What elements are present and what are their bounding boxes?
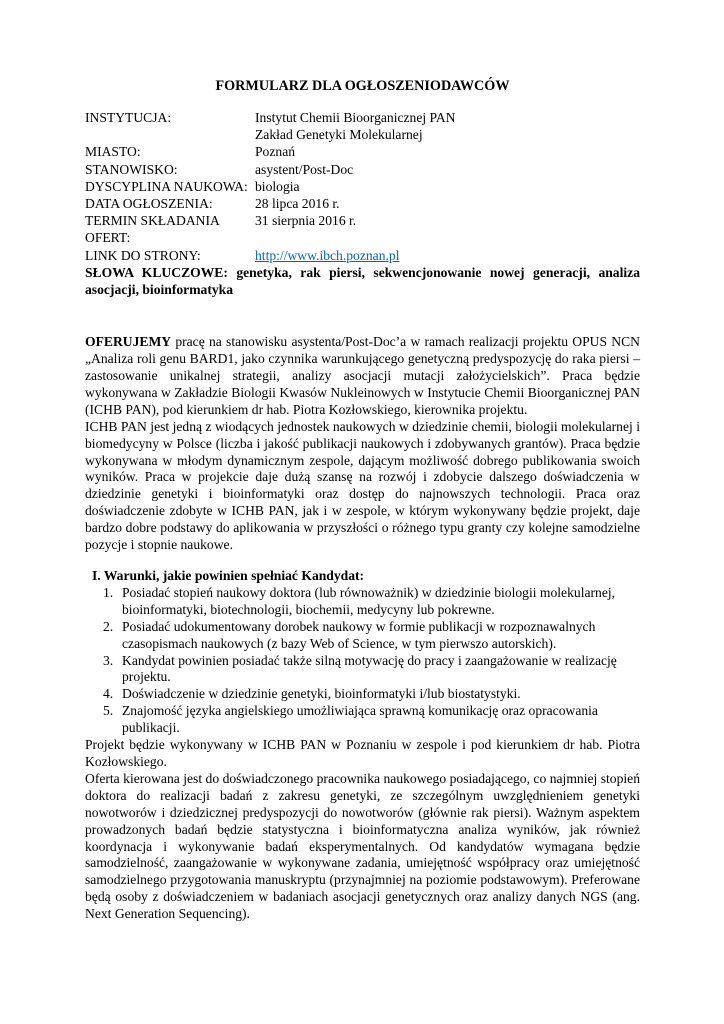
- requirement-number-5: 5.: [103, 703, 114, 719]
- requirement-item-1: [85, 585, 640, 619]
- field-value-miasto: Poznań: [255, 144, 296, 160]
- requirement-item-3: [85, 653, 640, 687]
- requirement-item-2: [85, 619, 640, 653]
- requirement-number-2: 2.: [103, 618, 114, 634]
- requirement-text-2: Posiadać udokumentowany dorobek naukowy w formie publikacji w rozpoznawalnych czasopismach naukowych (z bazy Web of Science, w tym pierwszo autorskich).: [122, 618, 596, 651]
- field-row-dyscyplina: [85, 178, 640, 195]
- requirement-number-1: 1.: [103, 584, 114, 600]
- keywords-value: genetyka, rak piersi, sekwencjonowanie nowej generacji, analiza asocjacji, bioinformatyka: [85, 264, 640, 298]
- field-label-stanowisko: STANOWISKO:: [85, 161, 178, 177]
- requirements-heading: I. Warunki, jakie powinien spełniać Kandydat:: [92, 568, 365, 584]
- field-label-miasto: MIASTO:: [85, 144, 141, 160]
- offer-section: [85, 334, 640, 554]
- keywords-label: SŁOWA KLUCZOWE:: [85, 264, 228, 280]
- fields-block: [85, 109, 640, 264]
- requirement-text-3: Kandydat powinien posiadać także silną motywację do pracy i zaangażowanie w realizację projektu.: [122, 652, 617, 685]
- field-row-termin: [85, 212, 640, 246]
- requirement-text-1: Posiadać stopień naukowy doktora (lub równoważnik) w dziedzinie biologii molekularnej, bioinformatyki, biotechnologii, biochemii, medycyny lub pokrewne.: [122, 584, 616, 617]
- closing-paragraph-1: Projekt będzie wykonywany w ICHB PAN w Poznaniu w zespole i pod kierunkiem dr hab. Piotra Kozłowskiego.: [85, 737, 640, 769]
- document-title: FORMULARZ DLA OGŁOSZENIODAWCÓW: [215, 78, 510, 94]
- field-label-termin: TERMIN SKŁADANIA OFERT:: [85, 213, 220, 246]
- field-value-instytucja-line2: Zakład Genetyki Molekularnej: [255, 127, 423, 143]
- field-row-data-ogloszenia: [85, 195, 640, 212]
- requirement-item-4: [85, 686, 640, 703]
- requirements-section: [85, 568, 640, 737]
- requirement-item-5: [85, 703, 640, 737]
- field-value-termin: 31 sierpnia 2016 r.: [255, 213, 357, 229]
- field-row-instytucja-line2: [85, 126, 640, 143]
- requirement-number-4: 4.: [103, 686, 114, 702]
- field-row-miasto: [85, 143, 640, 160]
- field-label-data-ogloszenia: DATA OGŁOSZENIA:: [85, 196, 213, 212]
- field-value-data-ogloszenia: 28 lipca 2016 r.: [255, 196, 340, 212]
- requirement-text-4: Doświadczenie w dziedzinie genetyki, bioinformatyki i/lub biostatystyki.: [122, 686, 521, 702]
- field-label-dyscyplina: DYSCYPLINA NAUKOWA:: [85, 178, 248, 194]
- field-value-dyscyplina: biologia: [255, 178, 300, 194]
- field-row-instytucja: [85, 109, 640, 126]
- field-value-instytucja-line1: Instytut Chemii Bioorganicznej PAN: [255, 110, 456, 125]
- offer-lead: OFERUJEMY: [85, 334, 172, 350]
- field-label-link: LINK DO STRONY:: [85, 247, 201, 263]
- field-row-stanowisko: [85, 161, 640, 178]
- offer-paragraph-2: ICHB PAN jest jedną z wiodących jednostek naukowych w dziedzinie chemii, biologii molekularnej i biomedycyny w Polsce (liczba i jakość publikacji naukowych i zdobywanych grantów). Praca będzie wykonywana w młodym dynamicznym zespole, dającym możliwość dobrego publikowania swoich wyników. Praca w projekcie daje dużą szansę na rozwój i zdobycie dalszego doświadczenia w dziedzinie genetyki i bioinformatyki oraz dostęp do najnowszych technologii. Praca oraz doświadczenie zdobyte w ICHB PAN, jak i w zespole, w którym wykonywany będzie projekt, daje bardzo dobre podstawy do aplikowania w przyszłości o różnego typu granty czy kolejne samodzielne pozycje i stopnie naukowe.: [85, 418, 640, 553]
- keywords-line: [85, 264, 640, 298]
- field-row-link: [85, 247, 640, 264]
- closing-paragraph-2: Oferta kierowana jest do doświadczonego pracownika naukowego posiadającego, co najmniej stopień doktora do realizacji badań z zakresu genetyki, ze szczególnym uwzględnieniem genetyki nowotworów i dziedzicznej predyspozycji do nowotworów (głównie rak piersi). Ważnym aspektem prowadzonych badań będzie statystyczna i bioinformatyczna analiza wyników, jak również koordynacja i wykonywanie badań eksperymentalnych. Od kandydatów wymagana będzie samodzielność, zaangażowanie w wykonywane zadania, umiejętność współpracy oraz umiejętność samodzielnego przygotowania manuskryptu (przynajmniej na poziomie podstawowym). Preferowane będą osoby z doświadczeniem w badaniach asocjacji genetycznych oraz analizy danych NGS (ang. Next Generation Sequencing).: [85, 770, 640, 922]
- offer-paragraph-1: [85, 334, 640, 419]
- offer-paragraph-1-text: pracę na stanowisku asystenta/Post-Doc’a w ramach realizacji projektu OPUS NCN „Analiza roli genu BARD1, jako czynnika warunkującego genetyczną predyspozycję do raka piersi – zastosowanie unikalnej strategii, analizy asocjacji mutacji założycielskich”. Praca będzie wykonywana w Zakładzie Biologii Kwasów Nukleinowych w Instytucie Chemii Bioorganicznej PAN (ICHB PAN), pod kierunkiem dr hab. Piotra Kozłowskiego, kierownika projektu.: [85, 334, 640, 417]
- requirement-text-5: Znajomość języka angielskiego umożliwiająca sprawną komunikację oraz opracowania publikacji.: [122, 703, 598, 736]
- website-link[interactable]: http://www.ibch.poznan.pl: [255, 247, 400, 263]
- field-label-spacer: [85, 126, 255, 143]
- field-value-stanowisko: asystent/Post-Doc: [255, 161, 354, 177]
- field-label-instytucja: INSTYTUCJA:: [85, 110, 172, 125]
- requirement-number-3: 3.: [103, 652, 114, 668]
